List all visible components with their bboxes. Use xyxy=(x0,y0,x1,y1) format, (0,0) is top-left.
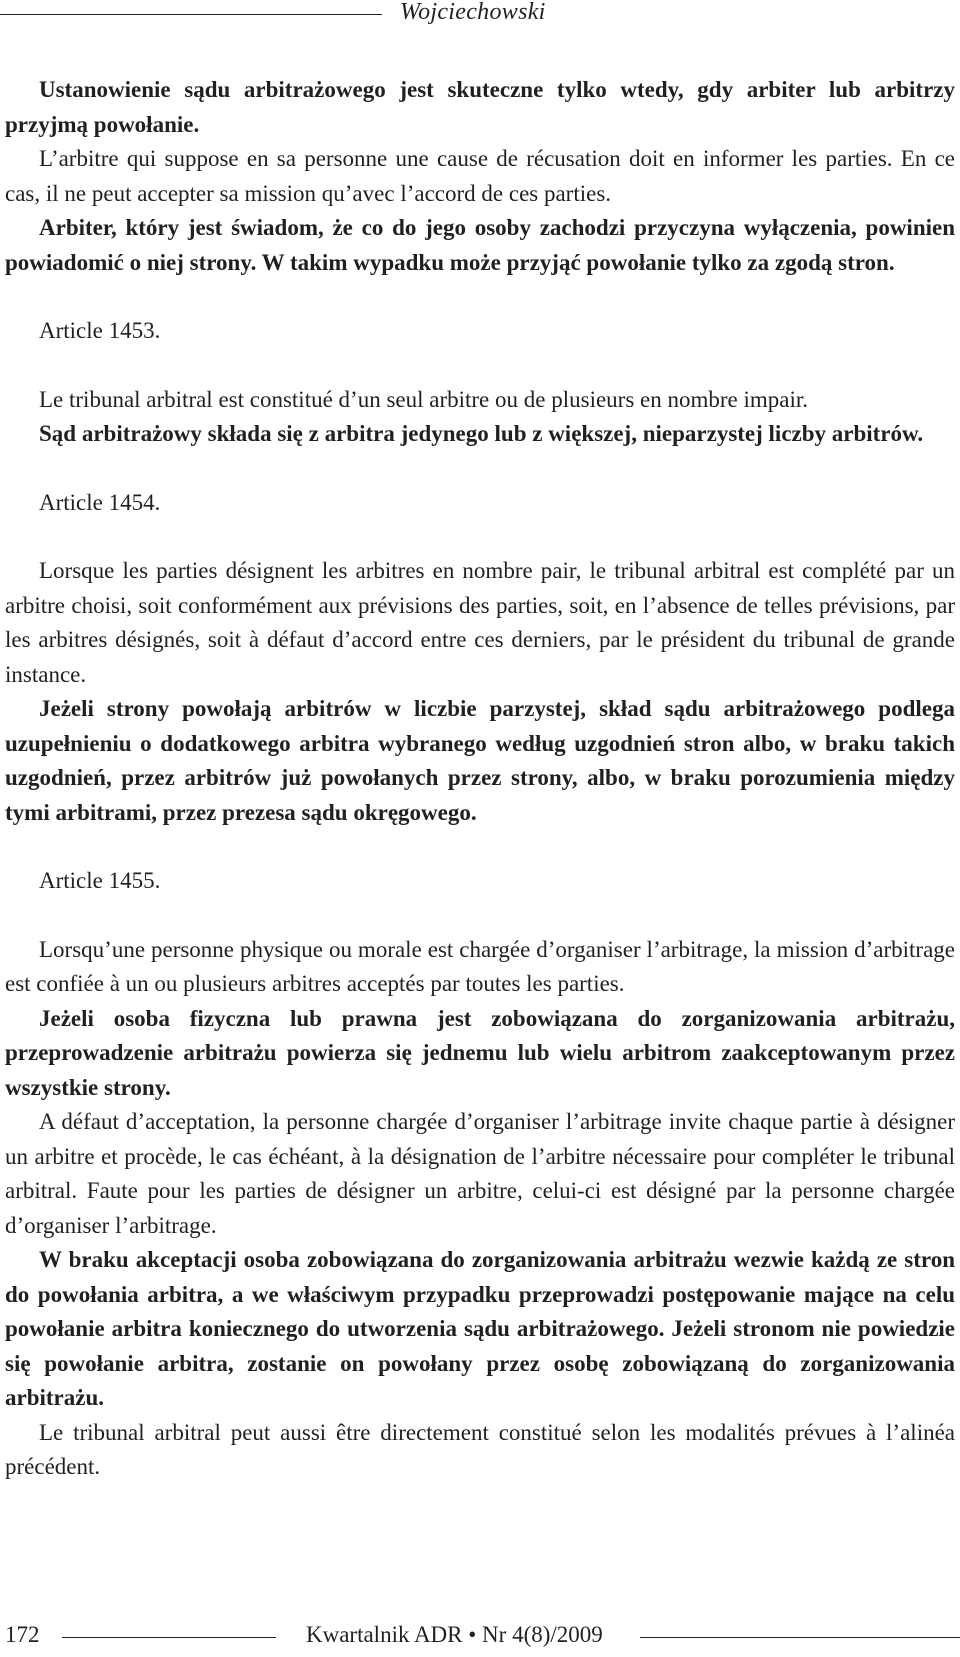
paragraph-pl: Arbiter, który jest świadom, że co do jego osoby zachodzi przyczyna wyłączenia, powinien powiadomić o niej strony. W takim wypadku może przyjąć powołanie tylko za zgodą stron. xyxy=(5,215,955,275)
running-footer xyxy=(0,1620,960,1657)
article-heading: Article 1454. xyxy=(39,489,161,515)
header-author: Wojciechowski xyxy=(400,0,546,25)
paragraph-fr: Lorsque les parties désignent les arbitres en nombre pair, le tribunal arbitral est complété par un arbitre choisi, soit conformément aux prévisions des parties, soit, en l’absence de telles prévisions, par les arbitres désignés, soit à défaut d’accord entre ces derniers, par le président du tribunal de grande instance. xyxy=(5,558,955,687)
paragraph-pl: Sąd arbitrażowy składa się z arbitra jedynego lub z większej, nieparzystej liczby arbitrów. xyxy=(39,421,924,446)
article-heading: Article 1455. xyxy=(39,868,161,893)
paragraph-fr: Lorsqu’une personne physique ou morale est chargée d’organiser l’arbitrage, la mission d’arbitrage est confiée à un ou plusieurs arbitres acceptés par toutes les parties. xyxy=(5,936,955,996)
page-body xyxy=(5,73,955,1485)
paragraph-fr: Le tribunal arbitral peut aussi être directement constitué selon les modalités prévues à l’alinéa précédent. xyxy=(5,1419,955,1479)
paragraph-pl: Ustanowienie sądu arbitrażowego jest skuteczne tylko wtedy, gdy arbiter lub arbitrzy przyjmą powołanie. xyxy=(5,77,955,137)
article-heading: Article 1453. xyxy=(39,318,161,343)
header-rule xyxy=(0,14,382,15)
paragraph-fr: A défaut d’acceptation, la personne chargée d’organiser l’arbitrage invite chaque partie à désigner un arbitre et procède, le cas échéant, à la désignation de l’arbitre nécessaire pour compléter le tribunal arbitral. Faute pour les parties de désigner un arbitre, celui-ci est désigné par la personne chargée d’organiser l’arbitrage. xyxy=(5,1109,955,1238)
running-header xyxy=(0,0,960,30)
footer-rule-right xyxy=(640,1637,960,1638)
paragraph-pl: Jeżeli strony powołają arbitrów w liczbie parzystej, skład sądu arbitrażowego podlega uzupełnieniu o dodatkowego arbitra wybranego według uzgodnień stron albo, w braku takich uzgodnień, przez arbitrów już powołanych przez strony, albo, w braku porozumienia między tymi arbitrami, przez prezesa sądu okręgowego. xyxy=(5,696,955,825)
paragraph-fr: Le tribunal arbitral est constitué d’un seul arbitre ou de plusieurs en nombre impair. xyxy=(39,386,809,412)
paragraph-pl: Jeżeli osoba fizyczna lub prawna jest zobowiązana do zorganizowania arbitrażu, przeprowadzenie arbitrażu powierza się jednemu lub wielu arbitrom zaakceptowanym przez wszystkie strony. xyxy=(5,1005,955,1100)
journal-title: Kwartalnik ADR • Nr 4(8)/2009 xyxy=(306,1622,603,1647)
paragraph-fr: L’arbitre qui suppose en sa personne une cause de récusation doit en informer les parties. En ce cas, il ne peut accepter sa mission qu’avec l’accord de ces parties. xyxy=(5,146,955,206)
paragraph-pl: W braku akceptacji osoba zobowiązana do zorganizowania arbitrażu wezwie każdą ze stron do powołania arbitra, a we właściwym przypadku przeprowadzi postępowanie mające na celu powołanie arbitra koniecznego do utworzenia sądu arbitrażowego. Jeżeli stronom nie powiedzie się powołanie arbitra, zostanie on powołany przez osobę zobowiązaną do zorganizowania arbitrażu. xyxy=(5,1247,955,1410)
footer-rule-left xyxy=(62,1637,276,1638)
page-number: 172 xyxy=(5,1622,40,1647)
